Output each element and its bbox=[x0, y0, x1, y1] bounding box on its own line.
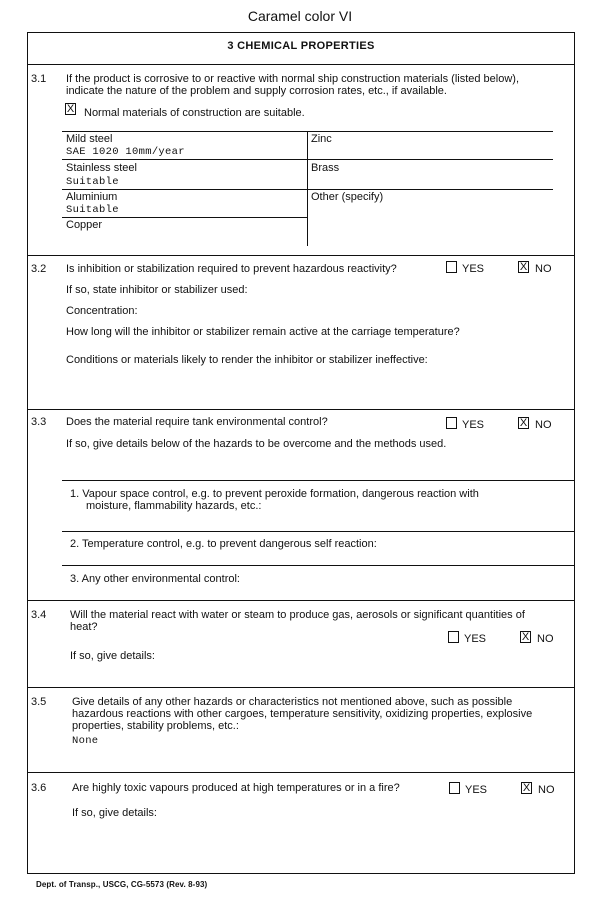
materials-row-line-2 bbox=[62, 189, 553, 190]
section-header: 3 CHEMICAL PROPERTIES bbox=[227, 40, 375, 52]
copper-label: Copper bbox=[66, 219, 103, 231]
s36-yes-checkbox[interactable] bbox=[449, 782, 460, 794]
form-title: Caramel color VI bbox=[247, 8, 353, 24]
s32-conditions-line: Conditions or materials likely to render the inhibitor or stabilizer ineffective: bbox=[66, 354, 428, 366]
s32-duration-line: How long will the inhibitor or stabilizer remain active at the carriage temperature? bbox=[66, 326, 460, 338]
materials-row-line-1 bbox=[62, 159, 553, 160]
divider-3-2 bbox=[27, 409, 575, 410]
s33-item3: 3. Any other environmental control: bbox=[70, 573, 240, 585]
s32-no-label: NO bbox=[535, 263, 552, 275]
s33-line-3 bbox=[62, 565, 575, 566]
s34-yes-checkbox[interactable] bbox=[448, 631, 459, 643]
s35-answer[interactable]: None bbox=[72, 735, 99, 747]
divider-3-4 bbox=[27, 687, 575, 688]
s33-no-checkbox[interactable]: X bbox=[519, 417, 528, 429]
s31-question-line1: If the product is corrosive to or reactive with normal ship construction materials (listed below), bbox=[66, 73, 520, 85]
stainless-steel-value[interactable]: Suitable bbox=[66, 176, 119, 188]
stainless-steel-label: Stainless steel bbox=[66, 162, 137, 174]
header-divider bbox=[27, 64, 575, 65]
divider-3-1 bbox=[27, 255, 575, 256]
s35-line1: Give details of any other hazards or characteristics not mentioned above, such as possible bbox=[72, 696, 513, 708]
materials-row-line-3 bbox=[62, 217, 307, 218]
s33-yes-checkbox[interactable] bbox=[446, 417, 457, 429]
mild-steel-value[interactable]: SAE 1020 10mm/year bbox=[66, 146, 185, 158]
s31-suitable-label: Normal materials of construction are suitable. bbox=[84, 107, 305, 119]
s32-yes-label: YES bbox=[462, 263, 485, 275]
s34-yes-label: YES bbox=[464, 633, 487, 645]
s36-question: Are highly toxic vapours produced at high temperatures or in a fire? bbox=[72, 782, 400, 794]
s35-line3: properties, stability problems, etc.: bbox=[72, 720, 239, 732]
s36-yes-label: YES bbox=[465, 784, 488, 796]
s32-inhibitor-line: If so, state inhibitor or stabilizer used: bbox=[66, 284, 248, 296]
s32-question: Is inhibition or stabilization required to prevent hazardous reactivity? bbox=[66, 263, 397, 275]
aluminium-value[interactable]: Suitable bbox=[66, 204, 119, 216]
s31-suitable-checkbox[interactable]: X bbox=[66, 103, 75, 115]
divider-3-5 bbox=[27, 772, 575, 773]
s34-no-label: NO bbox=[537, 633, 554, 645]
s34-question-line2: heat? bbox=[70, 621, 98, 633]
divider-3-3 bbox=[27, 600, 575, 601]
s33-line-2 bbox=[62, 531, 575, 532]
section-number-3-1: 3.1 bbox=[31, 73, 47, 85]
zinc-label: Zinc bbox=[311, 133, 332, 145]
form-footer: Dept. of Transp., USCG, CG-5573 (Rev. 8-93) bbox=[36, 880, 208, 889]
s36-details-line: If so, give details: bbox=[72, 807, 157, 819]
s34-question-line1: Will the material react with water or steam to produce gas, aerosols or significant quantities of bbox=[70, 609, 525, 621]
s34-details-line: If so, give details: bbox=[70, 650, 155, 662]
s36-no-label: NO bbox=[538, 784, 555, 796]
s33-line-1 bbox=[62, 480, 575, 481]
section-number-3-6: 3.6 bbox=[31, 782, 47, 794]
s36-no-checkbox[interactable]: X bbox=[522, 782, 531, 794]
s32-concentration-line: Concentration: bbox=[66, 305, 138, 317]
section-number-3-3: 3.3 bbox=[31, 416, 47, 428]
s34-no-checkbox[interactable]: X bbox=[521, 631, 530, 643]
s33-question: Does the material require tank environmental control? bbox=[66, 416, 328, 428]
mild-steel-label: Mild steel bbox=[66, 133, 113, 145]
s33-item1-line2: moisture, flammability hazards, etc.: bbox=[86, 500, 262, 512]
s33-item1-line1: 1. Vapour space control, e.g. to prevent peroxide formation, dangerous reaction with bbox=[70, 488, 479, 500]
s35-line2: hazardous reactions with other cargoes, temperature sensitivity, oxidizing properties, explosive bbox=[72, 708, 533, 720]
section-number-3-4: 3.4 bbox=[31, 609, 47, 621]
brass-label: Brass bbox=[311, 162, 340, 174]
s33-no-label: NO bbox=[535, 419, 552, 431]
s33-yes-label: YES bbox=[462, 419, 485, 431]
s31-question-line2: indicate the nature of the problem and supply corrosion rates, etc., if available. bbox=[66, 85, 447, 97]
section-number-3-2: 3.2 bbox=[31, 263, 47, 275]
s32-no-checkbox[interactable]: X bbox=[519, 261, 528, 273]
s33-item2: 2. Temperature control, e.g. to prevent dangerous self reaction: bbox=[70, 538, 377, 550]
s33-details-line: If so, give details below of the hazards to be overcome and the methods used. bbox=[66, 438, 447, 450]
aluminium-label: Aluminium bbox=[66, 191, 118, 203]
other-specify-label: Other (specify) bbox=[311, 191, 384, 203]
s32-yes-checkbox[interactable] bbox=[446, 261, 457, 273]
section-number-3-5: 3.5 bbox=[31, 696, 47, 708]
